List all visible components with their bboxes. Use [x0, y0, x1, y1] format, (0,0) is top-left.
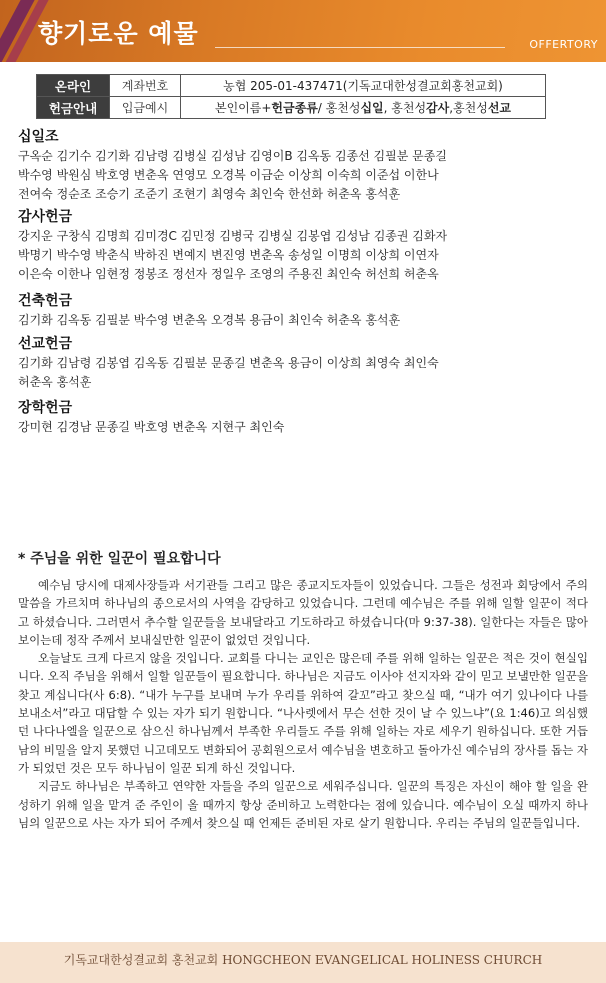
name-list [18, 311, 588, 330]
section-title: 장학헌금 [18, 400, 73, 416]
page-title: 향기로운 예물 [38, 19, 199, 48]
section-scholarship [18, 398, 588, 437]
section-title: 건축헌금 [18, 293, 73, 309]
info-label-top: 온라인 [37, 75, 110, 97]
header-banner [0, 0, 606, 62]
name-line: 전여숙 정순조 조승기 조준기 조현기 최영숙 최인숙 한선화 허춘옥 홍석훈 [18, 187, 401, 201]
name-line: 허춘옥 홍석훈 [18, 375, 92, 389]
name-list [18, 147, 588, 204]
name-line: 강지운 구창식 김명희 김미경C 김민정 김병국 김병실 김봉엽 김성남 김종권 김화자 [18, 229, 448, 243]
name-line: 김기화 김옥동 김필분 박수영 변춘옥 오경복 용금이 최인숙 허춘옥 홍석훈 [18, 313, 401, 327]
section-building [18, 291, 588, 330]
example-value: 본인이름+헌금종류/ 홍천성십일, 홍천성감사,홍천성선교 [181, 97, 546, 119]
name-line: 박명기 박수영 박춘식 박하진 변예지 변진영 변춘옥 송성일 이명희 이상희 이연자 [18, 248, 439, 262]
name-line: 박수영 박원심 박호영 변춘옥 연영모 오경복 이금순 이상희 이숙희 이준섭 이한나 [18, 168, 439, 182]
name-line: 김기화 김남령 김봉엽 김옥동 김필분 문종길 변춘옥 용금이 이상희 최영숙 최인숙 [18, 356, 439, 370]
header-rule [215, 47, 505, 48]
section-thanksgiving [18, 207, 588, 284]
account-value: 농협 205-01-437471(기독교대한성결교회홍천교회) [181, 75, 546, 97]
name-list [18, 227, 588, 284]
article-title: * 주님을 위한 일꾼이 필요합니다 [18, 551, 221, 567]
name-list [18, 354, 588, 392]
name-line: 강미현 김경남 문종길 박호영 변춘옥 지현구 최인숙 [18, 420, 285, 434]
section-mission [18, 334, 588, 392]
article-body [18, 576, 588, 832]
article-paragraph: 오늘날도 크게 다르지 않을 것입니다. 교회를 다니는 교인은 많은데 주를 위해 일하는 일꾼은 적은 것이 현실입니다. 오직 주님을 위해서 일할 일꾼들이 필요합니다. 하나님은 지금도 이사야 선지자와 같이 믿고 보낼만한 일꾼을 찾고 계십니다(사 6:8). “내가 누구를 보내며 누가 우리를 위하여 갈꼬”라고 찾으실 때, “내가 여기 있나이다 나를 보내소서”라고 대답할 수 있는 자가 되기 원합니다. “나사렛에서 무슨 선한 것이 날 수 있느냐”(요 1:46)고 의심했던 나다나엘을 일꾼으로 삼으신 하나님께서 부족한 우리들도 주를 위해 일하는 자로 세우기 원하십니다. 또한 거듭남의 비밀을 알지 못했던 니고데모도 변화되어 공회원으로서 예수님을 변호하고 돌아가신 예수님의 장사를 돕는 자가 되었던 것은 모두 하나님이 일꾼 되게 하신 것입니다. [18, 651, 588, 775]
name-line: 구옥순 김기수 김기화 김남령 김병실 김성남 김영이B 김옥동 김종선 김필분 문종길 [18, 149, 447, 163]
page-subtitle: OFFERTORY [529, 38, 598, 51]
article [18, 548, 588, 832]
name-list [18, 418, 588, 437]
info-label-bottom: 헌금안내 [37, 97, 110, 119]
example-key: 입금예시 [110, 97, 181, 119]
online-offering-info [36, 74, 546, 119]
section-title: 선교헌금 [18, 336, 73, 352]
section-tithe [18, 127, 588, 204]
section-title: 십일조 [18, 129, 59, 145]
name-line: 이은숙 이한나 임현정 정봉조 정선자 정일우 조영의 주용진 최인숙 허선희 허춘옥 [18, 267, 439, 281]
account-key: 계좌번호 [110, 75, 181, 97]
section-title: 감사헌금 [18, 209, 73, 225]
article-paragraph: 지금도 하나님은 부족하고 연약한 자들을 주의 일꾼으로 세워주십니다. 일꾼의 특징은 자신이 해야 할 일을 완성하기 위해 일을 맡겨 준 주인이 올 때까지 항상 준비하고 노력한다는 점에 있습니다. 예수님이 오실 때까지 하나님의 일꾼으로 사는 자가 되어 주께서 찾으실 때 언제든 준비된 자로 살기 원합니다. 우리는 주님의 일꾼들입니다. [18, 779, 588, 830]
footer: 기독교대한성결교회 홍천교회 HONGCHEON EVANGELICAL HOLINESS CHURCH [0, 942, 606, 983]
article-paragraph: 예수님 당시에 대제사장들과 서기관들 그리고 많은 종교지도자들이 있었습니다. 그들은 성전과 회당에서 주의 말씀을 가르치며 하나님의 종으로서의 사역을 감당하고 있었습니다. 그런데 예수님은 주를 위해 일할 일꾼이 적다고 하셨습니다. 그러면서 추수할 일꾼들을 보내달라고 기도하라고 하셨습니다(마 9:37-38). 일한다는 자들은 많아 보이는데 정작 주께서 보내실만한 일꾼이 없었던 것입니다. [18, 578, 588, 647]
